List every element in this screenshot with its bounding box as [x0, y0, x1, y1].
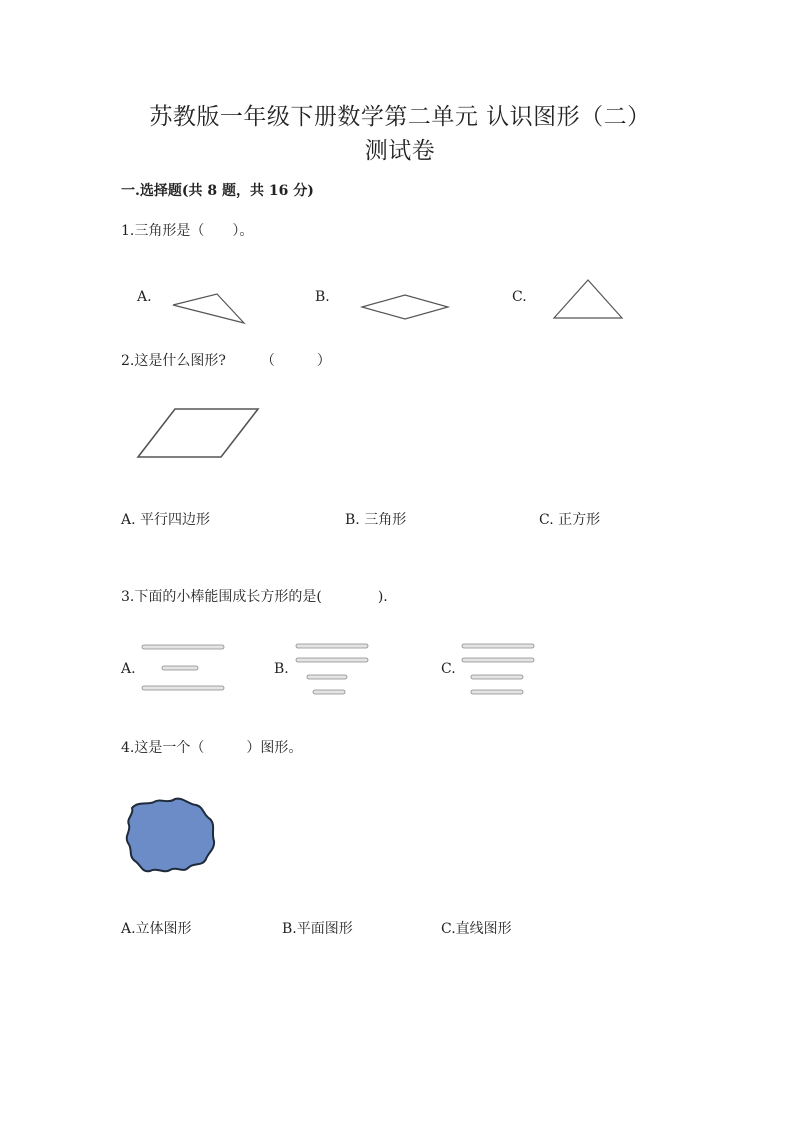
q2-option-c: C. 正方形: [539, 512, 601, 528]
q2-option-b: B. 三角形: [345, 512, 407, 528]
question-3-stem: 3.下面的小棒能围成长方形的是( ).: [121, 589, 388, 605]
worksheet-title-line2: 测试卷: [364, 138, 436, 164]
q1-option-c-label: C.: [512, 289, 527, 305]
q1-option-b-shape: [355, 290, 455, 330]
q4-irregular-shape: [120, 795, 220, 877]
question-2-stem: 2.这是什么图形? （ ）: [121, 353, 331, 369]
q3-option-a-sticks: [138, 640, 228, 696]
q4-option-c: C.直线图形: [441, 921, 512, 937]
q3-option-b-label: B.: [274, 661, 289, 677]
q1-option-a-label: A.: [137, 289, 152, 305]
section-heading: 一.选择题(共 8 题，共 16 分): [121, 183, 314, 199]
q4-option-a: A.立体图形: [121, 921, 192, 937]
question-1-stem: 1.三角形是（ ）。: [121, 223, 254, 239]
q3-option-c-sticks: [458, 640, 538, 698]
q2-option-a: A. 平行四边形: [121, 512, 211, 528]
question-4-stem: 4.这是一个（ ）图形。: [121, 740, 303, 756]
q1-option-a-shape: [165, 290, 255, 330]
q3-option-c-label: C.: [441, 661, 456, 677]
worksheet-title: 苏教版一年级下册数学第二单元 认识图形（二）: [149, 104, 651, 130]
q2-parallelogram-figure: [130, 400, 270, 465]
q1-option-b-label: B.: [315, 289, 330, 305]
q3-option-b-sticks: [292, 640, 372, 698]
q4-option-b: B.平面图形: [282, 921, 353, 937]
q3-option-a-label: A.: [121, 661, 136, 677]
q1-option-c-shape: [545, 272, 635, 327]
